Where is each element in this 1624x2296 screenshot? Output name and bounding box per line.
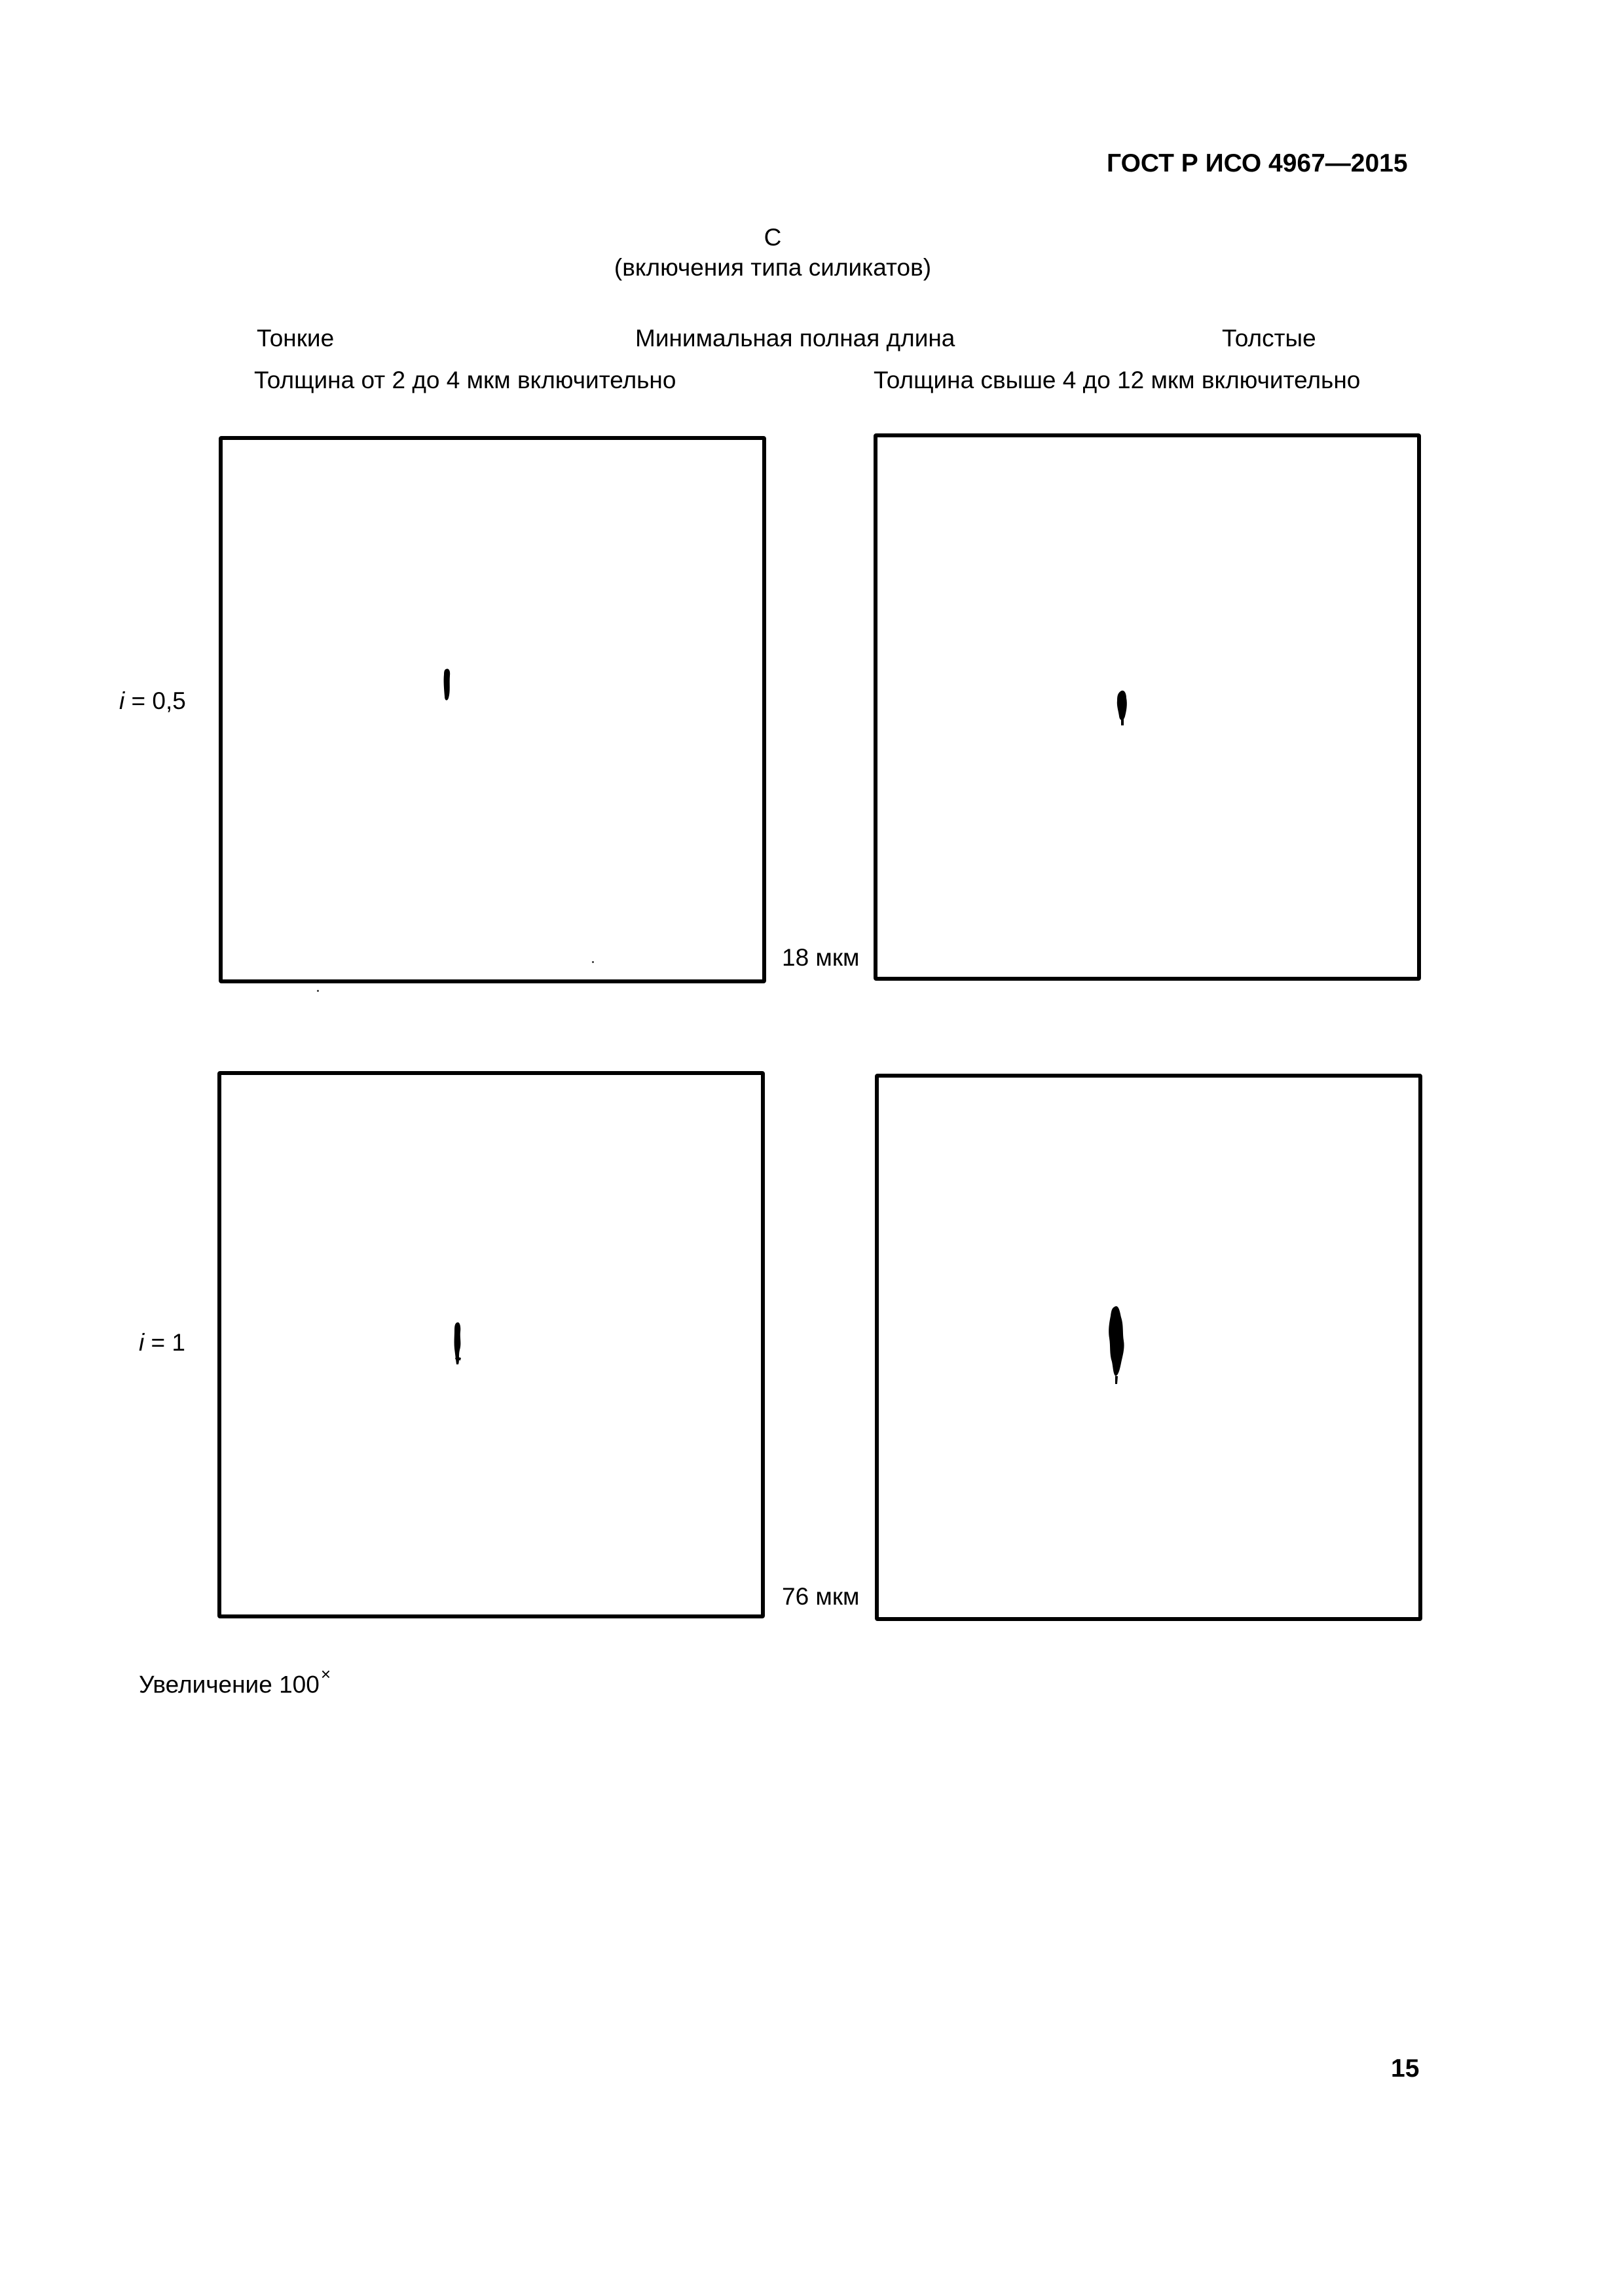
micrograph-thin-row2 xyxy=(217,1071,765,1618)
thin-column-label: Тонкие xyxy=(257,325,335,352)
inclusion-thin-row2 xyxy=(221,1075,761,1614)
speck xyxy=(317,990,319,992)
magnification-note: Увеличение 100× xyxy=(139,1664,331,1698)
inclusion-thick-row1 xyxy=(877,437,1417,977)
micrograph-thin-row1 xyxy=(219,436,766,983)
row-index-label: i = 1 xyxy=(139,1329,185,1356)
plate-subtitle: (включения типа силикатов) xyxy=(614,254,932,281)
min-length-column-label: Минимальная полная длина xyxy=(635,325,955,352)
thick-thickness-range: Толщина свыше 4 до 12 мкм включительно xyxy=(874,367,1361,393)
inclusion-thick-row2 xyxy=(879,1078,1418,1617)
min-length-row2: 76 мкм xyxy=(782,1583,860,1610)
thin-thickness-range: Толщина от 2 до 4 мкм включительно xyxy=(254,367,676,393)
thick-column-label: Толстые xyxy=(1222,325,1316,352)
micrograph-thick-row2 xyxy=(875,1074,1422,1621)
standard-designation: ГОСТ Р ИСО 4967—2015 xyxy=(1107,149,1408,177)
min-length-row1: 18 мкм xyxy=(782,944,860,971)
inclusion-thin-row1 xyxy=(223,440,762,979)
micrograph-thick-row1 xyxy=(874,433,1421,981)
plate-letter: С xyxy=(764,224,782,251)
magnification-times-mark: × xyxy=(320,1664,331,1684)
page-number: 15 xyxy=(1391,2054,1420,2083)
row-index-label: i = 0,5 xyxy=(119,687,186,714)
speck xyxy=(592,961,594,963)
